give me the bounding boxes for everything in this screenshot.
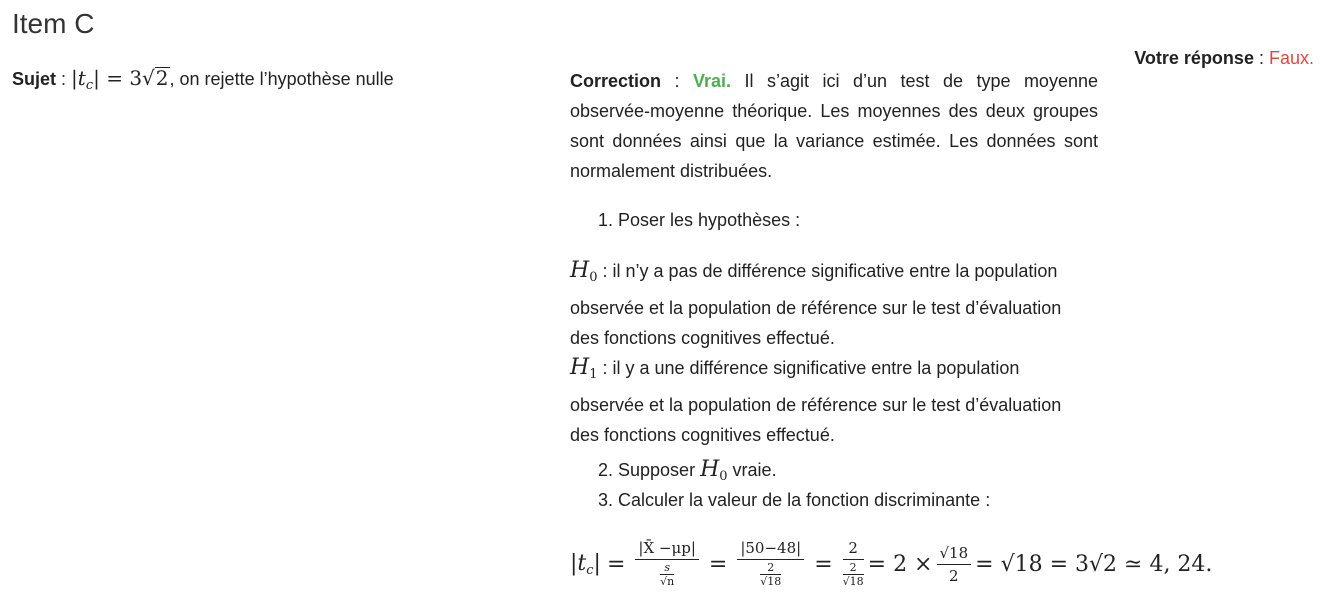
step-1: 1. Poser les hypothèses : bbox=[598, 210, 801, 230]
fraction-3-numerator: 2 bbox=[843, 539, 864, 560]
formula-lhs: $|t_c|$ bbox=[570, 550, 601, 578]
hypotheses-block bbox=[570, 256, 1080, 450]
formula-fraction-3 bbox=[843, 539, 864, 589]
correction-text: Il s’agit ici d’un test de type moyenne observée-moyenne théorique. Les moyennes des deux groupes sont données ainsi que la variance estimée. Les données sont normalement distribuées. bbox=[570, 71, 1098, 181]
your-answer bbox=[1134, 48, 1314, 69]
formula-fraction-2 bbox=[737, 539, 804, 589]
formula-equals: = bbox=[606, 551, 626, 577]
formula-equals: = bbox=[708, 551, 728, 577]
answer-separator: : bbox=[1253, 48, 1269, 68]
step-2-h0-symbol: $H_0$ bbox=[700, 457, 728, 484]
h0-symbol: $H_0$ bbox=[570, 258, 598, 285]
step-2-pre: 2. Supposer bbox=[598, 460, 701, 480]
h1-symbol: $H_1$ bbox=[570, 355, 598, 382]
correction-label: Correction bbox=[570, 71, 662, 91]
hypothesis-h1 bbox=[570, 353, 1080, 450]
formula-fraction-1 bbox=[635, 539, 698, 589]
correction-paragraph bbox=[570, 66, 1098, 186]
fraction-1-den-numerator: s bbox=[660, 562, 674, 575]
fraction-2-den-denominator: √18 bbox=[760, 575, 782, 588]
formula-equals: = bbox=[814, 551, 833, 577]
step-3: 3. Calculer la valeur de la fonction discriminante : bbox=[598, 490, 991, 510]
discriminant-formula bbox=[570, 534, 1212, 594]
subject-label: Sujet bbox=[12, 69, 57, 89]
subject-text: , on rejette l’hypothèse nulle bbox=[169, 69, 394, 89]
formula-fraction-4 bbox=[937, 544, 972, 585]
answer-label: Votre réponse bbox=[1134, 48, 1254, 68]
fraction-3-den-denominator: √18 bbox=[842, 575, 864, 588]
correction-separator: : bbox=[661, 71, 693, 91]
fraction-2-den-numerator: 2 bbox=[760, 562, 781, 575]
h0-text: : il n’y a pas de différence significative entre la population observée et la population de référence sur le test d’évaluation des fonctions cognitives effectué. bbox=[570, 261, 1062, 348]
hypothesis-h0 bbox=[570, 256, 1080, 353]
fraction-4-denominator: 2 bbox=[949, 566, 959, 585]
formula-tail: = √18 = 3√2 ≃ 4, 24. bbox=[975, 551, 1213, 577]
subject-separator: : bbox=[56, 69, 72, 89]
answer-value: Faux. bbox=[1268, 48, 1314, 68]
step-2-post: vraie. bbox=[727, 460, 777, 480]
fraction-1-den-denominator: √n bbox=[660, 575, 675, 588]
h1-text: : il y a une différence significative entre la population observée et la population de référence sur le test d’évaluation des fonctions cognitives effectué. bbox=[570, 358, 1062, 445]
formula-part-4: = 2 × bbox=[867, 551, 933, 577]
subject-line bbox=[12, 66, 394, 93]
correction-verdict: Vrai. bbox=[692, 71, 732, 91]
subject-formula: $|t_c| = 3√2$ bbox=[71, 66, 169, 93]
fraction-2-numerator: |50−48| bbox=[737, 539, 804, 560]
fraction-1-numerator: |X̄ −μp| bbox=[635, 539, 698, 560]
fraction-4-numerator: √18 bbox=[937, 544, 972, 565]
fraction-3-den-numerator: 2 bbox=[843, 562, 864, 575]
item-title: Item C bbox=[12, 8, 95, 39]
